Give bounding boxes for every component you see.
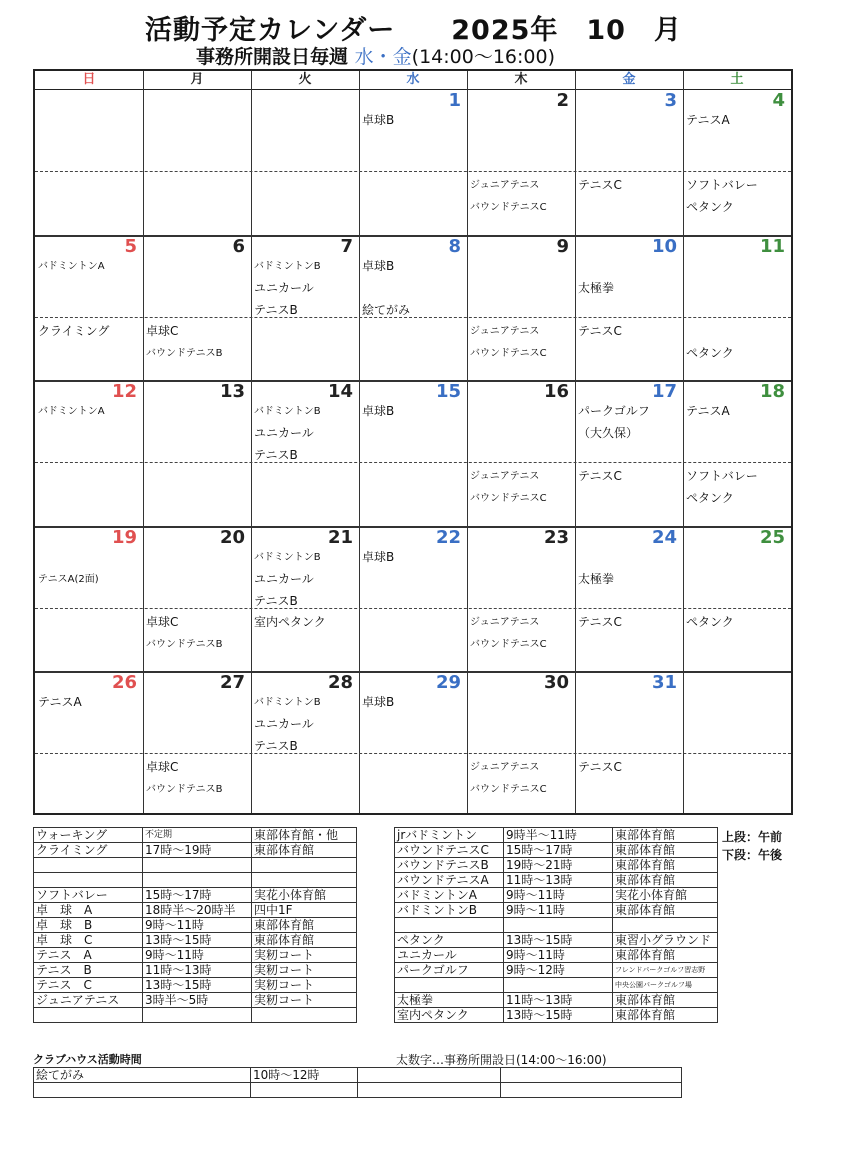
day-number: 16 (543, 381, 569, 403)
legend-upper: 上段：午前 (722, 830, 783, 844)
am-pm-divider (35, 753, 791, 754)
table-cell: 9時〜11時 (143, 918, 252, 933)
table-cell: 9時〜11時 (143, 948, 252, 963)
column-divider (143, 71, 144, 813)
event-pm: バウンドテニスC (470, 638, 547, 650)
event-pm: クライミング (38, 323, 110, 338)
table-cell (143, 1008, 252, 1023)
table-cell: 11時〜13時 (504, 873, 613, 888)
week-divider (35, 235, 791, 237)
event-am: テニスA (38, 695, 82, 710)
event-am: テニスA (686, 404, 730, 419)
table-cell: 中央公園パークゴルフ場 (613, 978, 718, 993)
table-cell (504, 978, 613, 993)
day-number: 25 (759, 526, 785, 548)
event-pm: バウンドテニスC (470, 493, 547, 505)
event-pm: バウンドテニスC (470, 202, 547, 213)
table-cell: バウンドテニスB (395, 858, 504, 873)
table-cell: 実籾コート (252, 978, 357, 993)
clubhouse-table (33, 1067, 682, 1098)
day-number: 6 (232, 235, 245, 257)
day-number: 31 (651, 672, 677, 694)
weekday-header: 木 (467, 71, 575, 90)
day-number: 8 (448, 235, 461, 257)
event-am: ユニカール (254, 717, 314, 732)
event-am: テニスB (254, 739, 298, 754)
day-number: 5 (124, 235, 137, 257)
event-am: パークゴルフ (578, 404, 650, 419)
event-pm: 卓球C (146, 323, 179, 338)
table-row (34, 843, 357, 858)
table-cell: バウンドテニスA (395, 873, 504, 888)
column-divider (251, 71, 252, 813)
table-cell: 13時〜15時 (504, 1008, 613, 1023)
table-cell: バドミントンB (395, 903, 504, 918)
weekday-header: 火 (251, 71, 359, 90)
day-number: 15 (435, 381, 461, 403)
table-cell: 13時〜15時 (143, 978, 252, 993)
day-number: 30 (543, 672, 569, 694)
table-row (34, 1068, 682, 1083)
subtitle-days: 水・金 (354, 46, 412, 68)
am-pm-divider (35, 171, 791, 172)
table-row (395, 948, 718, 963)
table-cell: 東部体育館 (252, 918, 357, 933)
table-row (395, 858, 718, 873)
event-pm: 室内ペタンク (254, 614, 326, 629)
table-cell: 卓 球 C (34, 933, 143, 948)
page-title: 活動予定カレンダー 2025年 10 月 (145, 15, 682, 46)
table-cell: 9時〜11時 (504, 888, 613, 903)
table-cell: 太極拳 (395, 993, 504, 1008)
event-am: 卓球B (362, 695, 395, 710)
event-am: バドミントンB (254, 260, 321, 272)
table-cell (34, 873, 143, 888)
table-cell: 東部体育館 (613, 1008, 718, 1023)
event-pm: ジュニアテニス (470, 471, 540, 483)
table-cell: 東部体育館・他 (252, 828, 357, 843)
table-cell: 9時〜11時 (504, 903, 613, 918)
event-pm: ジュニアテニス (470, 762, 540, 774)
table-row (395, 828, 718, 843)
table-cell: 19時〜21時 (504, 858, 613, 873)
table-cell: 9時〜11時 (504, 948, 613, 963)
event-pm: ソフトバレー (686, 178, 758, 192)
table-row (34, 873, 357, 888)
table-cell: 東部体育館 (613, 828, 718, 843)
table-cell: バドミントンA (395, 888, 504, 903)
table-row (395, 888, 718, 903)
event-pm: テニスC (578, 614, 622, 629)
table-cell: フレンドパークゴルフ習志野 (613, 963, 718, 978)
table-cell: 東部体育館 (613, 993, 718, 1008)
table-cell: 実花小体育館 (252, 888, 357, 903)
event-pm: 卓球C (146, 614, 179, 629)
day-number: 19 (111, 526, 137, 548)
event-am: ユニカール (254, 571, 314, 586)
table-cell (34, 1008, 143, 1023)
column-divider (359, 71, 360, 813)
event-pm: テニスC (578, 178, 622, 192)
table-cell: 東部体育館 (613, 843, 718, 858)
day-number: 4 (772, 90, 785, 111)
table-cell: 東部体育館 (252, 933, 357, 948)
event-pm: ペタンク (686, 345, 734, 360)
day-number: 13 (219, 381, 245, 403)
table-cell: 東部体育館 (252, 843, 357, 858)
table-cell: 10時〜12時 (251, 1068, 358, 1083)
table-cell: テニス A (34, 948, 143, 963)
table-cell: 室内ペタンク (395, 1008, 504, 1023)
day-number: 24 (651, 526, 677, 548)
table-cell: 卓 球 B (34, 918, 143, 933)
table-cell: 東部体育館 (613, 903, 718, 918)
table-cell: 3時半〜5時 (143, 993, 252, 1008)
table-cell: バウンドテニスC (395, 843, 504, 858)
day-number: 9 (556, 235, 569, 257)
table-cell: ソフトバレー (34, 888, 143, 903)
column-divider (467, 71, 468, 813)
table-cell: 実籾コート (252, 963, 357, 978)
event-am: テニスA (686, 113, 730, 127)
table-row (34, 828, 357, 843)
event-pm: テニスC (578, 760, 622, 775)
day-number: 18 (759, 381, 785, 403)
event-am: テニスA(2面) (38, 573, 99, 585)
table-cell: テニス B (34, 963, 143, 978)
table-row (34, 1008, 357, 1023)
subtitle-time: (14:00〜16:00) (411, 46, 555, 68)
table-row (395, 963, 718, 978)
day-number: 10 (651, 235, 677, 257)
week-divider (35, 671, 791, 673)
day-number: 3 (664, 90, 677, 111)
table-row (395, 918, 718, 933)
event-pm: 卓球C (146, 760, 179, 775)
table-row (34, 858, 357, 873)
table-cell: 東部体育館 (613, 858, 718, 873)
table-cell: 四中1F (252, 903, 357, 918)
table-cell (252, 858, 357, 873)
table-row (34, 903, 357, 918)
day-number: 1 (448, 90, 461, 111)
bold-number-note: 太数字…事務所開設日(14:00〜16:00) (396, 1053, 607, 1067)
subtitle-prefix: 事務所開設日毎週 (196, 46, 349, 68)
event-am: バドミントンB (254, 406, 321, 418)
event-pm: バウンドテニスC (470, 347, 547, 359)
legend-lower: 下段：午後 (722, 848, 783, 862)
table-cell (504, 918, 613, 933)
day-number: 7 (340, 235, 353, 257)
table-cell: ペタンク (395, 933, 504, 948)
day-number: 26 (111, 672, 137, 694)
event-am: バドミントンA (38, 406, 105, 418)
table-cell (395, 978, 504, 993)
table-row (34, 918, 357, 933)
table-cell: パークゴルフ (395, 963, 504, 978)
event-pm: ジュニアテニス (470, 325, 540, 337)
week-divider (35, 380, 791, 382)
event-am: バドミントンB (254, 697, 321, 709)
table-cell: ユニカール (395, 948, 504, 963)
table-row (395, 903, 718, 918)
table-cell (251, 1083, 358, 1098)
table-cell: 卓 球 A (34, 903, 143, 918)
event-am: （大久保） (578, 426, 639, 441)
table-row (34, 978, 357, 993)
day-number: 23 (543, 526, 569, 548)
event-am: テニスB (254, 448, 298, 463)
event-am: バドミントンB (254, 551, 321, 563)
table-row (395, 993, 718, 1008)
table-cell: 13時〜15時 (504, 933, 613, 948)
day-number: 11 (759, 235, 785, 257)
table-cell (501, 1083, 682, 1098)
weekday-header: 月 (143, 71, 251, 90)
column-divider (683, 71, 684, 813)
table-cell (143, 873, 252, 888)
table-cell (34, 858, 143, 873)
table-row (395, 1008, 718, 1023)
event-pm: ジュニアテニス (470, 180, 540, 191)
event-am: 太極拳 (578, 280, 615, 295)
event-am: 卓球B (362, 549, 395, 564)
table-cell: ウォーキング (34, 828, 143, 843)
table-cell: テニス C (34, 978, 143, 993)
table-cell (613, 918, 718, 933)
clubhouse-title: クラブハウス活動時間 (33, 1053, 142, 1066)
event-am: バドミントンA (38, 260, 105, 272)
table-cell: 実籾コート (252, 993, 357, 1008)
table-cell (34, 1083, 251, 1098)
table-cell: 11時〜13時 (504, 993, 613, 1008)
table-cell: 実籾コート (252, 948, 357, 963)
table-cell: 不定期 (143, 828, 252, 843)
event-am: テニスB (254, 302, 298, 317)
table-cell (358, 1083, 501, 1098)
calendar-grid (33, 69, 793, 815)
table-cell: 実花小体育館 (613, 888, 718, 903)
table-row (34, 933, 357, 948)
weekday-header: 水 (359, 71, 467, 90)
table-row (34, 963, 357, 978)
table-cell (501, 1068, 682, 1083)
day-number: 28 (327, 672, 353, 694)
day-number: 29 (435, 672, 461, 694)
table-cell (143, 858, 252, 873)
am-pm-divider (35, 608, 791, 609)
event-am: 太極拳 (578, 571, 615, 586)
event-pm: バウンドテニスC (470, 784, 547, 796)
day-number: 22 (435, 526, 461, 548)
day-number: 27 (219, 672, 245, 694)
event-pm: ソフトバレー (686, 469, 758, 484)
weekday-header: 日 (35, 71, 143, 90)
event-am: テニスB (254, 593, 298, 608)
event-am: 卓球B (362, 258, 395, 273)
event-am: ユニカール (254, 280, 314, 295)
event-am: 卓球B (362, 404, 395, 419)
table-cell: 東習小グラウンド (613, 933, 718, 948)
table-row (34, 1083, 682, 1098)
event-pm: バウンドテニスB (146, 638, 223, 650)
table-cell: 15時〜17時 (504, 843, 613, 858)
day-number: 14 (327, 381, 353, 403)
weekday-header: 土 (683, 71, 791, 90)
table-row (34, 948, 357, 963)
event-pm: テニスC (578, 323, 622, 338)
table-row (34, 888, 357, 903)
event-pm: ペタンク (686, 200, 734, 214)
table-cell: 絵てがみ (34, 1068, 251, 1083)
table-row (395, 933, 718, 948)
table-cell (252, 1008, 357, 1023)
left-schedule-table (33, 827, 357, 1023)
table-cell: 17時〜19時 (143, 843, 252, 858)
am-pm-divider (35, 317, 791, 318)
table-cell: 11時〜13時 (143, 963, 252, 978)
day-number: 17 (651, 381, 677, 403)
day-number: 12 (111, 381, 137, 403)
table-cell (395, 918, 504, 933)
right-schedule-table (394, 827, 718, 1023)
weekday-header: 金 (575, 71, 683, 90)
event-am: ユニカール (254, 426, 314, 441)
table-cell: 18時半〜20時半 (143, 903, 252, 918)
table-cell: ジュニアテニス (34, 993, 143, 1008)
table-row (395, 873, 718, 888)
table-cell: 9時半〜11時 (504, 828, 613, 843)
page-subtitle (196, 42, 555, 69)
column-divider (575, 71, 576, 813)
event-am: 卓球B (362, 113, 395, 127)
event-pm: バウンドテニスB (146, 347, 223, 359)
event-pm: テニスC (578, 469, 622, 484)
event-pm: ペタンク (686, 491, 734, 506)
table-cell: 東部体育館 (613, 948, 718, 963)
table-cell: jrバドミントン (395, 828, 504, 843)
table-cell: 13時〜15時 (143, 933, 252, 948)
table-cell: 9時〜12時 (504, 963, 613, 978)
table-cell: クライミング (34, 843, 143, 858)
day-number: 21 (327, 526, 353, 548)
am-pm-divider (35, 462, 791, 463)
table-row (34, 993, 357, 1008)
event-pm: バウンドテニスB (146, 784, 223, 796)
table-cell: 東部体育館 (613, 873, 718, 888)
day-number: 2 (556, 90, 569, 111)
table-cell (252, 873, 357, 888)
day-number: 20 (219, 526, 245, 548)
table-row (395, 978, 718, 993)
event-am: 絵てがみ (362, 302, 411, 317)
table-row (395, 843, 718, 858)
table-cell: 15時〜17時 (143, 888, 252, 903)
event-pm: ペタンク (686, 614, 734, 629)
event-pm: ジュニアテニス (470, 616, 540, 628)
week-divider (35, 526, 791, 528)
table-cell (358, 1068, 501, 1083)
